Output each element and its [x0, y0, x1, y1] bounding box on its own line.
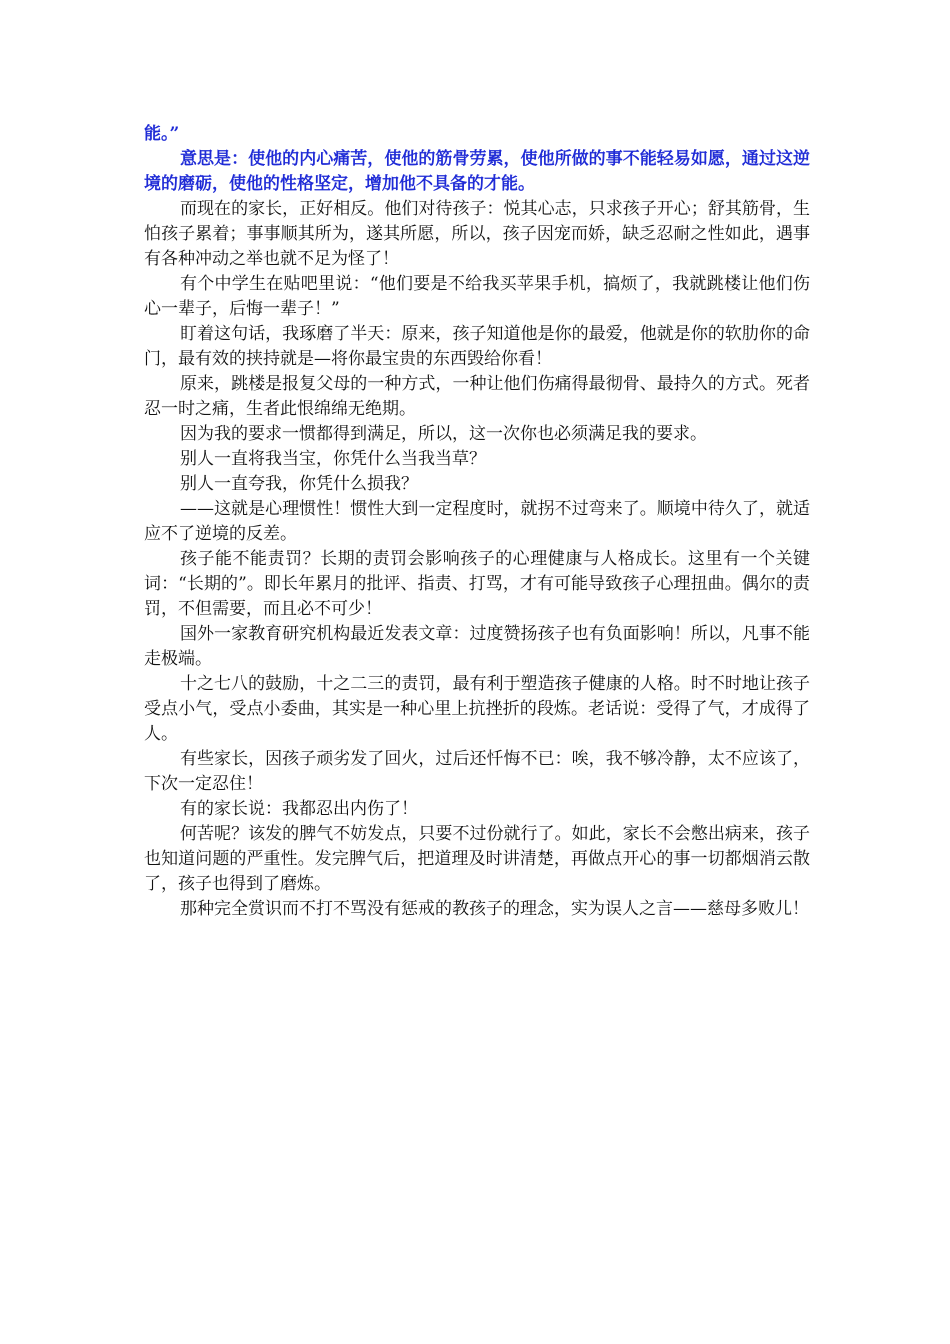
paragraph-13: 十之七八的鼓励，十之二三的责罚，最有利于塑造孩子健康的人格。时不时地让孩子受点小气，受点小委曲，其实是一种心里上抗挫折的段炼。老话说：受得了气，才成得了人。	[144, 674, 810, 744]
paragraph-9: 别人一直夸我，你凭什么损我？	[180, 474, 418, 494]
paragraph-4: 有个中学生在贴吧里说：“他们要是不给我买苹果手机，搞烦了，我就跳楼让他们伤心一辈子，后悔一辈子！”	[144, 274, 810, 319]
paragraph-8: 别人一直将我当宝，你凭什么当我当草？	[180, 449, 486, 469]
paragraph-15: 有的家长说：我都忍出内伤了！	[180, 799, 418, 819]
document-body	[144, 122, 810, 922]
paragraph-5: 盯着这句话，我琢磨了半天：原来，孩子知道他是你的最爱，他就是你的软肋你的命门，最有效的挟持就是—将你最宝贵的东西毁给你看！	[144, 324, 810, 369]
paragraph-16: 何苦呢？该发的脾气不妨发点，只要不过份就行了。如此，家长不会憋出病来，孩子也知道问题的严重性。发完脾气后，把道理及时讲清楚，再做点开心的事一切都烟消云散了，孩子也得到了磨炼。	[144, 824, 810, 894]
paragraph-10: ——这就是心理惯性！惯性大到一定程度时，就拐不过弯来了。顺境中待久了，就适应不了逆境的反差。	[144, 499, 810, 544]
paragraph-6: 原来，跳楼是报复父母的一种方式，一种让他们伤痛得最彻骨、最持久的方式。死者忍一时之痛，生者此恨绵绵无绝期。	[144, 374, 810, 419]
paragraph-3: 而现在的家长，正好相反。他们对待孩子：悦其心志，只求孩子开心；舒其筋骨，生怕孩子累着；事事顺其所为，遂其所愿，所以，孩子因宠而娇，缺乏忍耐之性如此，遇事有各种冲动之举也就不足为怪了！	[144, 199, 810, 269]
paragraph-7: 因为我的要求一惯都得到满足，所以，这一次你也必须满足我的要求。	[180, 424, 707, 444]
paragraph-17: 那种完全赏识而不打不骂没有惩戒的教孩子的理念，实为误人之言——慈母多败儿！	[180, 899, 809, 919]
paragraph-14: 有些家长，因孩子顽劣发了回火，过后还忏悔不已：唉，我不够冷静，太不应该了，下次一定忍住！	[144, 749, 810, 794]
paragraph-12: 国外一家教育研究机构最近发表文章：过度赞扬孩子也有负面影响！所以，凡事不能走极端。	[144, 624, 810, 669]
paragraph-2: 意思是：使他的内心痛苦，使他的筋骨劳累，使他所做的事不能轻易如愿，通过这逆境的磨砺，使他的性格坚定，增加他不具备的才能。	[144, 149, 810, 194]
paragraph-11: 孩子能不能责罚？长期的责罚会影响孩子的心理健康与人格成长。这里有一个关键词：“长期的”。即长年累月的批评、指责、打骂，才有可能导致孩子心理扭曲。偶尔的责罚，不但需要，而且必不可少！	[144, 549, 810, 619]
paragraph-1: 能。”	[144, 124, 180, 144]
